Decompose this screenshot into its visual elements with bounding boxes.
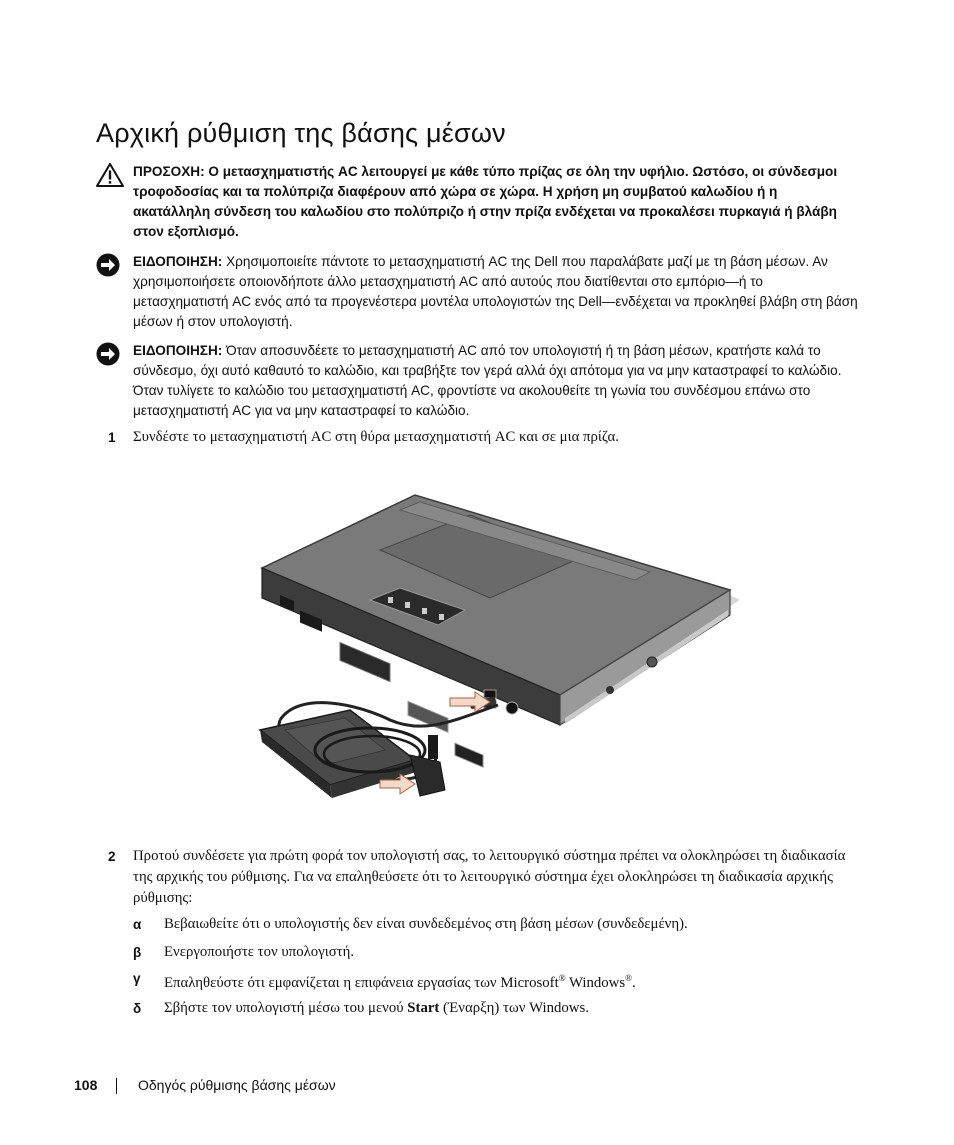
media-base-illustration: [240, 480, 740, 810]
notice-label: ΕΙΔΟΠΟΙΗΣΗ:: [133, 254, 223, 269]
notice-body: Χρησιμοποιείτε πάντοτε το μετασχηματιστή AC της Dell που παραλάβατε μαζί με τη βάση μέσων. Αν χρησιμοποιήσετε οποιονδήποτε άλλο μετασχηματιστή AC από αυτούς που διατίθενται στο εμπόριο—ή το μετασχηματιστή AC ενός από τα προγενέστερα μοντέλα υπολογιστών της Dell—ενδέχεται να προκληθεί βλάβη στη βάση μέσων ή στον υπολογιστή.: [133, 254, 858, 329]
registered-mark: ®: [625, 973, 632, 983]
substep-text: Βεβαιωθείτε ότι ο υπολογιστής δεν είναι συνδεδεμένος στη βάση μέσων (συνδεδεμένη).: [164, 916, 688, 932]
substep-text: [164, 968, 858, 994]
notice-text: [133, 252, 858, 332]
substep-letter: α: [133, 917, 142, 932]
step-number: 1: [108, 430, 116, 445]
warning-triangle-icon: [96, 163, 124, 193]
footer-divider: [116, 1078, 117, 1094]
substep-text-part: Επαληθεύστε ότι εμφανίζεται η επιφάνεια εργασίας των Microsoft: [164, 974, 559, 991]
substep-text-part: .: [631, 974, 636, 991]
step-text: Προτού συνδέσετε για πρώτη φορά τον υπολογιστή σας, το λειτουργικό σύστημα πρέπει να ολοκληρώσει τη διαδικασία της αρχικής του ρύθμισης. Για να επαληθεύσετε ότι το λειτουργικό σύστημα έχει ολοκληρώσει τη διαδικασία αρχικής ρύθμισης:: [133, 848, 846, 906]
notice-arrow-icon: [96, 253, 120, 283]
substep-text: [164, 998, 858, 1019]
substep-letter: β: [133, 945, 142, 960]
page-title: Αρχική ρύθμιση της βάσης μέσων: [96, 118, 506, 148]
substep-text: Ενεργοποιήστε τον υπολογιστή.: [164, 944, 355, 960]
caution-body: Ο μετασχηματιστής AC λειτουργεί με κάθε τύπο πρίζας σε όλη την υφήλιο. Ωστόσο, οι σύνδεσμοι τροφοδοσίας και τα πολύπριζα διαφέρουν από χώρα σε χώρα. Η χρήση μη συμβατού καλωδίου ή η ακατάλληλη σύνδεση του καλωδίου στο πολύπριζο ή στην πρίζα ενδέχεται να προκαλέσει πυρκαγιά ή βλάβη στον εξοπλισμό.: [133, 164, 838, 239]
notice-text: [133, 341, 858, 421]
substep-text-part: (Έναρξη) των Windows.: [439, 1000, 589, 1016]
page-footer: [74, 1077, 336, 1093]
page-number: 108: [74, 1077, 98, 1093]
caution-label: ΠΡΟΣΟΧΗ:: [133, 164, 205, 179]
caution-text: [133, 162, 858, 242]
footer-title: Οδηγός ρύθμισης βάσης μέσων: [138, 1077, 336, 1093]
notice-body: Όταν αποσυνδέετε το μετασχηματιστή AC από τον υπολογιστή ή τη βάση μέσων, κρατήστε καλά το σύνδεσμο, όχι αυτό καθαυτό το καλώδιο, και τραβήξτε τον γερά αλλά όχι απότομα για να μην καταστραφεί το καλώδιο. Όταν τυλίγετε το καλώδιο του μετασχηματιστή AC, φροντίστε να ακολουθείτε τη γωνία του συνδέσμου επάνω στο μετασχηματιστή AC για να μην καταστραφεί το καλώδιο.: [133, 343, 842, 418]
substep-text-part: Σβήστε τον υπολογιστή μέσω του μενού: [164, 1000, 408, 1016]
substep-text-part: Windows: [565, 974, 626, 991]
step-number: 2: [108, 849, 116, 864]
notice-label: ΕΙΔΟΠΟΙΗΣΗ:: [133, 343, 223, 358]
registered-mark: ®: [558, 973, 566, 983]
notice-arrow-icon: [96, 342, 120, 372]
start-menu-label: Start: [407, 1000, 440, 1016]
step-text: Συνδέστε το μετασχηματιστή AC στη θύρα μετασχηματιστή AC και σε μια πρίζα.: [133, 429, 619, 445]
substep-letter: γ: [133, 971, 141, 986]
substep-letter: δ: [133, 1001, 142, 1016]
